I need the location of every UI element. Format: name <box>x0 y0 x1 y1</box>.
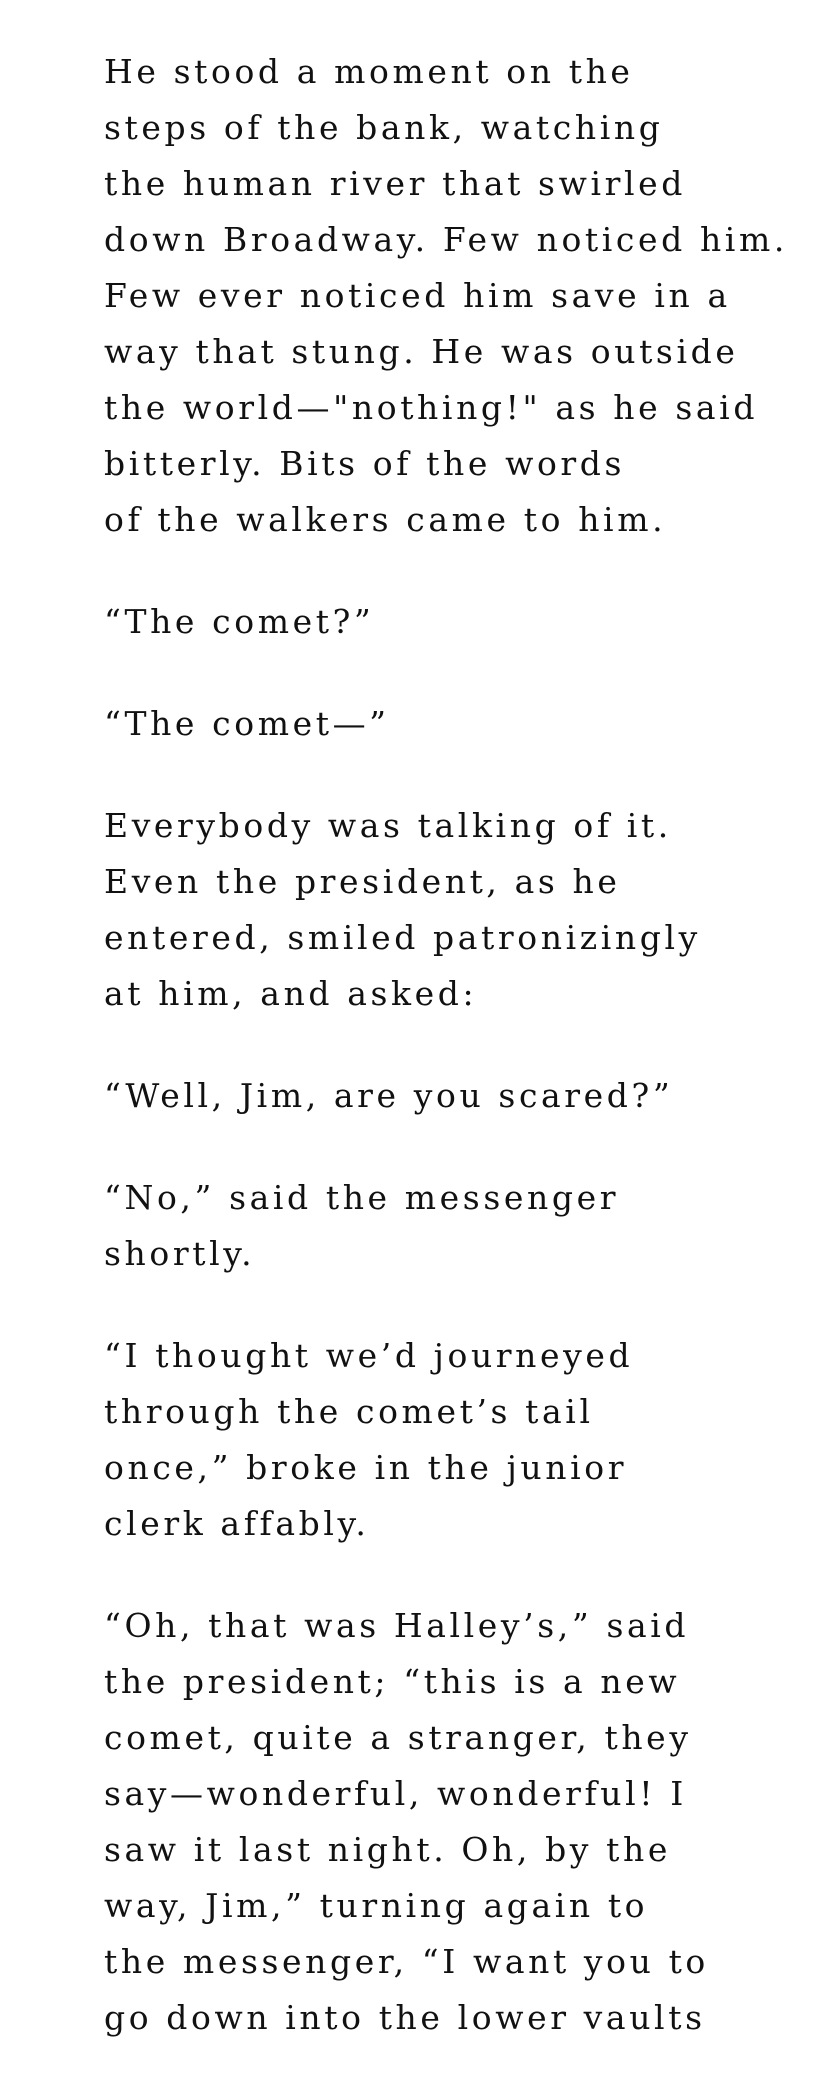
paragraph-4 <box>104 798 804 1022</box>
text-line: the messenger, “I want you to <box>104 1942 709 1981</box>
paragraph-2 <box>104 594 804 650</box>
text-line: down Broadway. Few noticed him. <box>104 220 788 259</box>
text-line: through the comet’s tail <box>104 1392 594 1431</box>
text-line: steps of the bank, watching <box>104 108 664 147</box>
paragraph-8 <box>104 1598 804 2046</box>
text-line: go down into the lower vaults <box>104 1998 706 2037</box>
text-line: “No,” said the messenger <box>104 1178 620 1217</box>
text-line: bitterly. Bits of the words <box>104 444 626 483</box>
text-line: Even the president, as he <box>104 862 621 901</box>
paragraph-5 <box>104 1068 804 1124</box>
text-line: way that stung. He was outside <box>104 332 739 371</box>
paragraph-1 <box>104 44 804 548</box>
text-line: Everybody was talking of it. <box>104 806 672 845</box>
text-line: way, Jim,” turning again to <box>104 1886 649 1925</box>
paragraph-7 <box>104 1328 804 1552</box>
text-line: clerk affably. <box>104 1504 370 1543</box>
text-line: Few ever noticed him save in a <box>104 276 731 315</box>
paragraph-6 <box>104 1170 804 1282</box>
text-line: saw it last night. Oh, by the <box>104 1830 671 1869</box>
text-line: “I thought we’d journeyed <box>104 1336 634 1375</box>
text-line: shortly. <box>104 1234 256 1273</box>
text-line: comet, quite a stranger, they <box>104 1718 692 1757</box>
text-line: “The comet?” <box>104 602 375 641</box>
text-line: of the walkers came to him. <box>104 500 667 539</box>
text-line: the president; “this is a new <box>104 1662 681 1701</box>
text-line: say—wonderful, wonderful! I <box>104 1774 687 1813</box>
text-line: He stood a moment on the <box>104 52 634 91</box>
text-line: at him, and asked: <box>104 974 478 1013</box>
text-line: “The comet—” <box>104 704 390 743</box>
text-line: entered, smiled patronizingly <box>104 918 701 957</box>
text-line: the human river that swirled <box>104 164 686 203</box>
text-line: “Well, Jim, are you scared?” <box>104 1076 674 1115</box>
text-line: “Oh, that was Halley’s,” said <box>104 1606 690 1645</box>
reading-page[interactable] <box>104 44 804 2092</box>
text-line: once,” broke in the junior <box>104 1448 628 1487</box>
paragraph-3 <box>104 696 804 752</box>
text-line: the world—"nothing!" as he said <box>104 388 759 427</box>
